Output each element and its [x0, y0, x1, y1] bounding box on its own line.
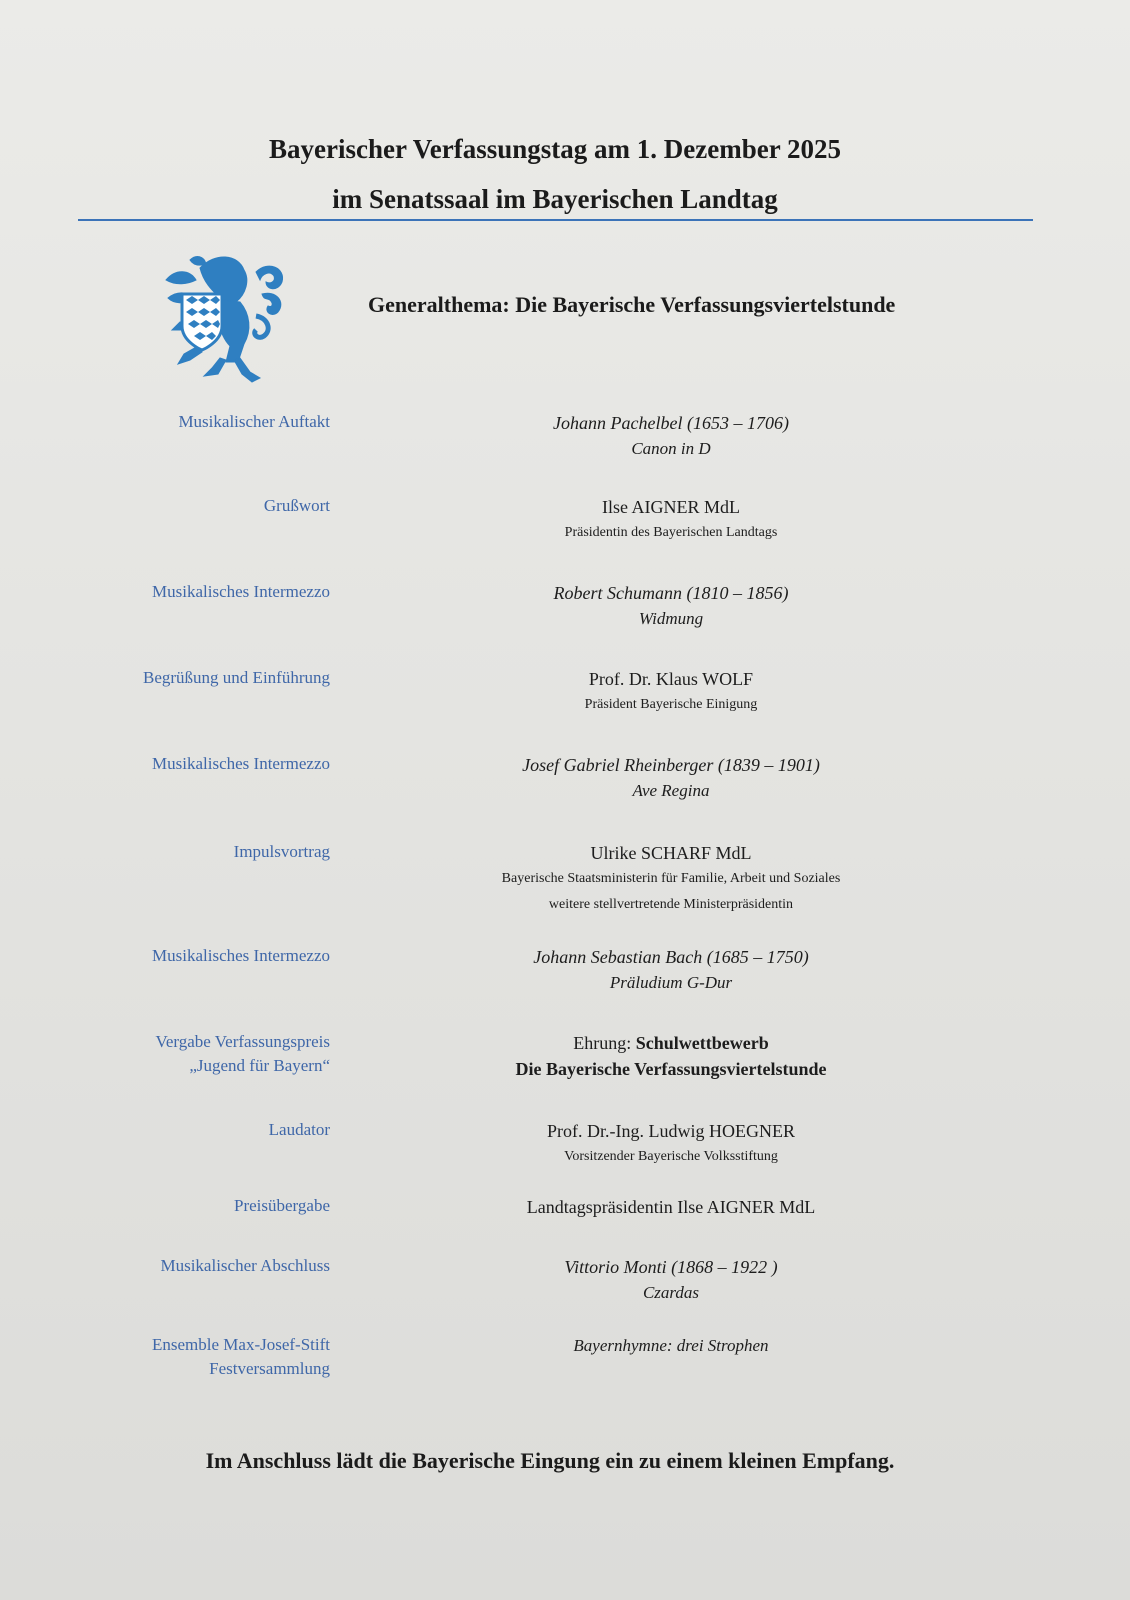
speaker-role-2: weitere stellvertretende Ministerpräsidentin	[548, 897, 794, 912]
honor-category: Schulwettbewerb	[635, 1033, 769, 1053]
program-content	[446, 1254, 896, 1306]
composer: Vittorio Monti (1868 – 1922 )	[564, 1257, 778, 1277]
program-content	[446, 410, 896, 462]
composer: Josef Gabriel Rheinberger (1839 – 1901)	[522, 755, 820, 775]
program-label: Grußwort	[263, 496, 330, 515]
piece: Czardas	[642, 1283, 700, 1302]
speaker: Prof. Dr.-Ing. Ludwig HOEGNER	[547, 1121, 795, 1141]
honor-title: Die Bayerische Verfassungsviertelstunde	[515, 1059, 827, 1079]
program-content	[446, 1030, 896, 1082]
piece: Präludium G-Dur	[609, 973, 733, 992]
piece: Widmung	[638, 609, 704, 628]
program-label-line1: Vergabe Verfassungspreis	[155, 1032, 330, 1051]
speaker-role: Präsidentin des Bayerischen Landtags	[564, 525, 778, 540]
honor-prefix: Ehrung:	[573, 1033, 636, 1053]
program-content	[446, 1333, 896, 1359]
anthem: Bayernhymne: drei Strophen	[573, 1336, 769, 1355]
piece: Canon in D	[631, 439, 711, 458]
speaker: Ilse AIGNER MdL	[602, 497, 740, 517]
speaker-role: Präsident Bayerische Einigung	[584, 697, 758, 712]
program-content	[446, 1118, 896, 1170]
program-label: Preisübergabe	[234, 1196, 330, 1215]
speaker: Ulrike SCHARF MdL	[590, 843, 752, 863]
program-label-line2: Festversammlung	[209, 1359, 330, 1378]
program-label: Impulsvortrag	[233, 842, 330, 861]
program-label: Begrüßung und Einführung	[143, 668, 330, 687]
composer: Johann Pachelbel (1653 – 1706)	[553, 413, 789, 433]
bavarian-lion-crest-icon	[160, 250, 290, 385]
program-label: Musikalischer Auftakt	[178, 412, 330, 431]
speaker-role: Vorsitzender Bayerische Volksstiftung	[564, 1149, 778, 1164]
program-label-line2: „Jugend für Bayern“	[189, 1056, 330, 1075]
header-divider	[78, 219, 1033, 221]
event-venue: im Senatssaal im Bayerischen Landtag	[332, 184, 778, 214]
program-content	[446, 1194, 896, 1220]
program-content	[446, 494, 896, 546]
program-label	[30, 1030, 330, 1078]
event-title: Bayerischer Verfassungstag am 1. Dezember 2025	[269, 134, 841, 164]
speaker: Prof. Dr. Klaus WOLF	[588, 669, 754, 689]
program-content	[446, 666, 896, 718]
piece: Ave Regina	[632, 781, 710, 800]
speaker: Landtagspräsidentin Ilse AIGNER MdL	[526, 1197, 816, 1217]
program-label-line1: Ensemble Max-Josef-Stift	[152, 1335, 330, 1354]
program-content	[446, 840, 896, 918]
program-label	[30, 1333, 330, 1381]
program-label: Musikalisches Intermezzo	[152, 754, 330, 773]
program-content	[446, 752, 896, 804]
honor-line	[446, 1030, 896, 1056]
closing-note: Im Anschluss lädt die Bayerische Eingung ein zu einem kleinen Empfang.	[205, 1448, 895, 1473]
composer: Johann Sebastian Bach (1685 – 1750)	[533, 947, 809, 967]
program-label: Musikalisches Intermezzo	[152, 946, 330, 965]
speaker-role: Bayerische Staatsministerin für Familie, Arbeit und Soziales	[501, 871, 841, 886]
program-label: Musikalischer Abschluss	[160, 1256, 330, 1275]
program-label: Laudator	[268, 1120, 330, 1139]
program-content	[446, 944, 896, 996]
program-content	[446, 580, 896, 632]
general-theme: Generalthema: Die Bayerische Verfassungsviertelstunde	[368, 292, 896, 317]
program-label: Musikalisches Intermezzo	[152, 582, 330, 601]
composer: Robert Schumann (1810 – 1856)	[553, 583, 789, 603]
